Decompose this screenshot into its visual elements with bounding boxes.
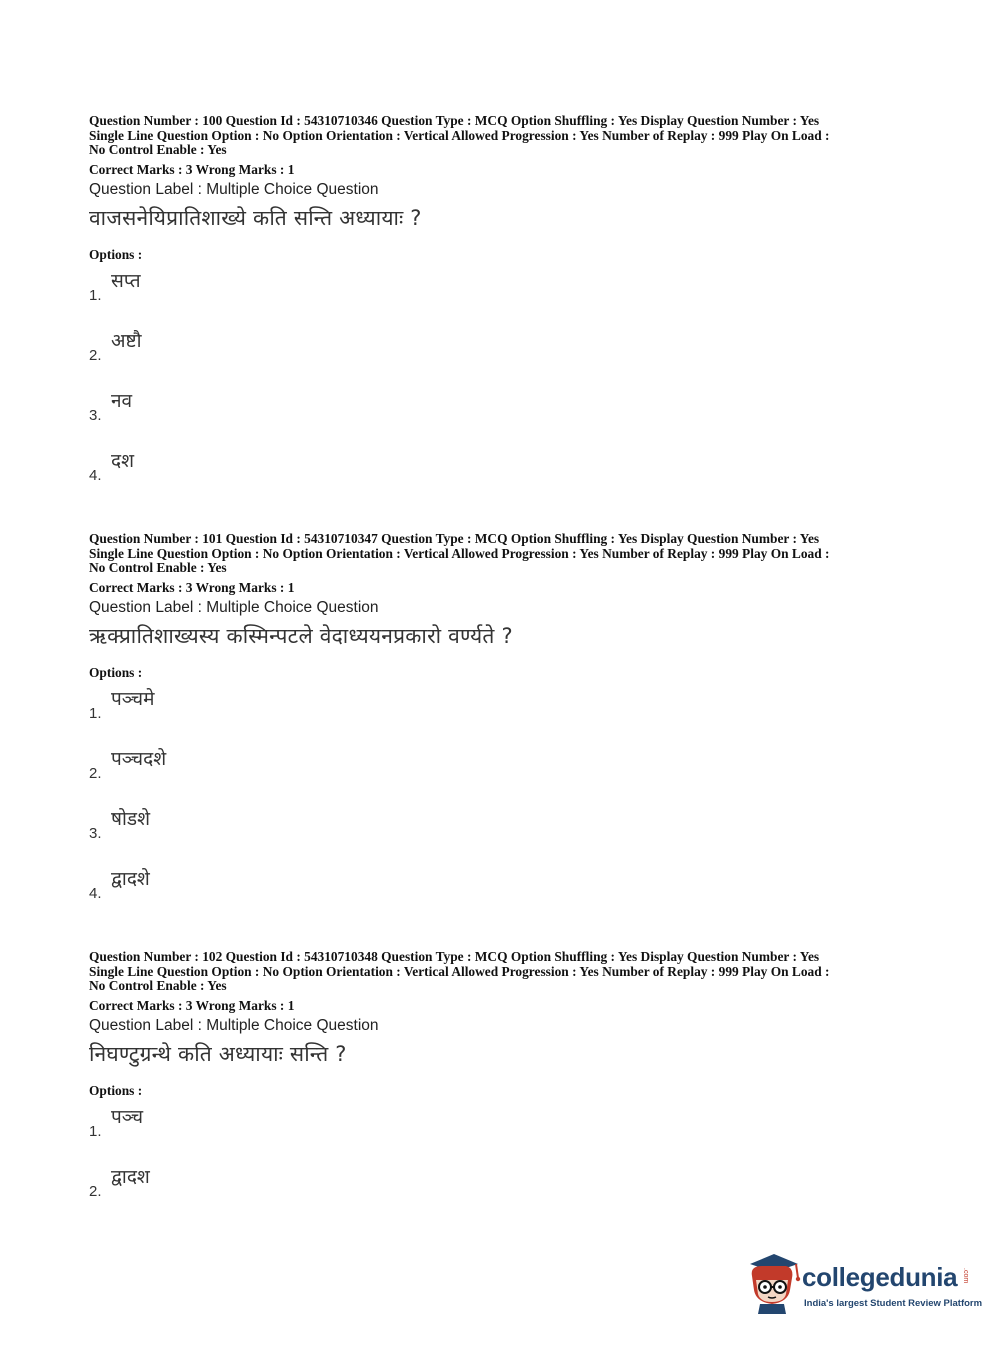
option-text: पञ्चमे — [111, 687, 155, 710]
options-heading: Options : — [89, 664, 143, 680]
question-meta: Question Number : 101 Question Id : 54310710347 Question Type : MCQ Option Shuffling : Yes Display Question Number : Yes Single Line Question Option : No Option Orientation : Vertical Allowed Progression : Yes Number of Replay : 999 Play On Load : No Control Enable : Yes — [89, 531, 830, 576]
option-number: 3. — [89, 824, 102, 842]
option-text: नव — [111, 389, 133, 412]
option-text: अष्टौ — [111, 329, 142, 352]
option-number: 2. — [89, 1182, 102, 1200]
option-text: पञ्चदशे — [111, 747, 167, 770]
question-text: निघण्टुग्रन्थे कति अध्यायाः सन्ति ? — [89, 1041, 347, 1066]
question-text: ऋक्प्रातिशाख्यस्य कस्मिन्पटले वेदाध्ययनप्रकारो वर्ण्यते ? — [89, 623, 513, 648]
option-3[interactable] — [89, 805, 919, 865]
option-1[interactable] — [89, 1103, 919, 1163]
option-2[interactable] — [89, 745, 919, 805]
question-label: Question Label : Multiple Choice Question — [89, 598, 379, 616]
options-list — [89, 685, 919, 925]
options-heading: Options : — [89, 1082, 143, 1098]
question-label: Question Label : Multiple Choice Question — [89, 180, 379, 198]
option-number: 1. — [89, 704, 102, 722]
option-text: दश — [111, 449, 135, 472]
logo-tagline: India's largest Student Review Platform — [804, 1298, 983, 1309]
option-1[interactable] — [89, 685, 919, 745]
option-number: 1. — [89, 1122, 102, 1140]
question-marks: Correct Marks : 3 Wrong Marks : 1 — [89, 579, 295, 595]
option-number: 2. — [89, 764, 102, 782]
question-100 — [89, 114, 919, 507]
question-102 — [89, 950, 919, 1223]
option-number: 1. — [89, 286, 102, 304]
option-2[interactable] — [89, 1163, 919, 1223]
logo-wordmark: collegedunia — [802, 1262, 958, 1292]
option-text: सप्त — [111, 269, 141, 292]
question-meta: Question Number : 102 Question Id : 54310710348 Question Type : MCQ Option Shuffling : Yes Display Question Number : Yes Single Line Question Option : No Option Orientation : Vertical Allowed Progression : Yes Number of Replay : 999 Play On Load : No Control Enable : Yes — [89, 949, 830, 994]
option-3[interactable] — [89, 387, 919, 447]
option-4[interactable] — [89, 865, 919, 925]
option-number: 3. — [89, 406, 102, 424]
options-list — [89, 1103, 919, 1223]
question-marks: Correct Marks : 3 Wrong Marks : 1 — [89, 997, 295, 1013]
options-heading: Options : — [89, 246, 143, 262]
question-label: Question Label : Multiple Choice Question — [89, 1016, 379, 1034]
option-4[interactable] — [89, 447, 919, 507]
option-text: पञ्च — [111, 1105, 144, 1128]
option-number: 4. — [89, 884, 102, 902]
option-number: 4. — [89, 466, 102, 484]
option-text: षोडशे — [111, 807, 150, 830]
mascot-icon — [740, 1250, 804, 1314]
collegedunia-logo — [740, 1250, 983, 1320]
option-2[interactable] — [89, 327, 919, 387]
question-101 — [89, 532, 919, 925]
option-text: द्वादश — [111, 1165, 150, 1188]
option-1[interactable] — [89, 267, 919, 327]
question-meta: Question Number : 100 Question Id : 54310710346 Question Type : MCQ Option Shuffling : Yes Display Question Number : Yes Single Line Question Option : No Option Orientation : Vertical Allowed Progression : Yes Number of Replay : 999 Play On Load : No Control Enable : Yes — [89, 113, 830, 158]
question-text: वाजसनेयिप्रातिशाख्ये कति सन्ति अध्यायाः ? — [89, 205, 422, 230]
question-marks: Correct Marks : 3 Wrong Marks : 1 — [89, 161, 295, 177]
logo-dotcom: .com — [962, 1268, 969, 1284]
option-text: द्वादशे — [111, 867, 150, 890]
option-number: 2. — [89, 346, 102, 364]
options-list — [89, 267, 919, 507]
